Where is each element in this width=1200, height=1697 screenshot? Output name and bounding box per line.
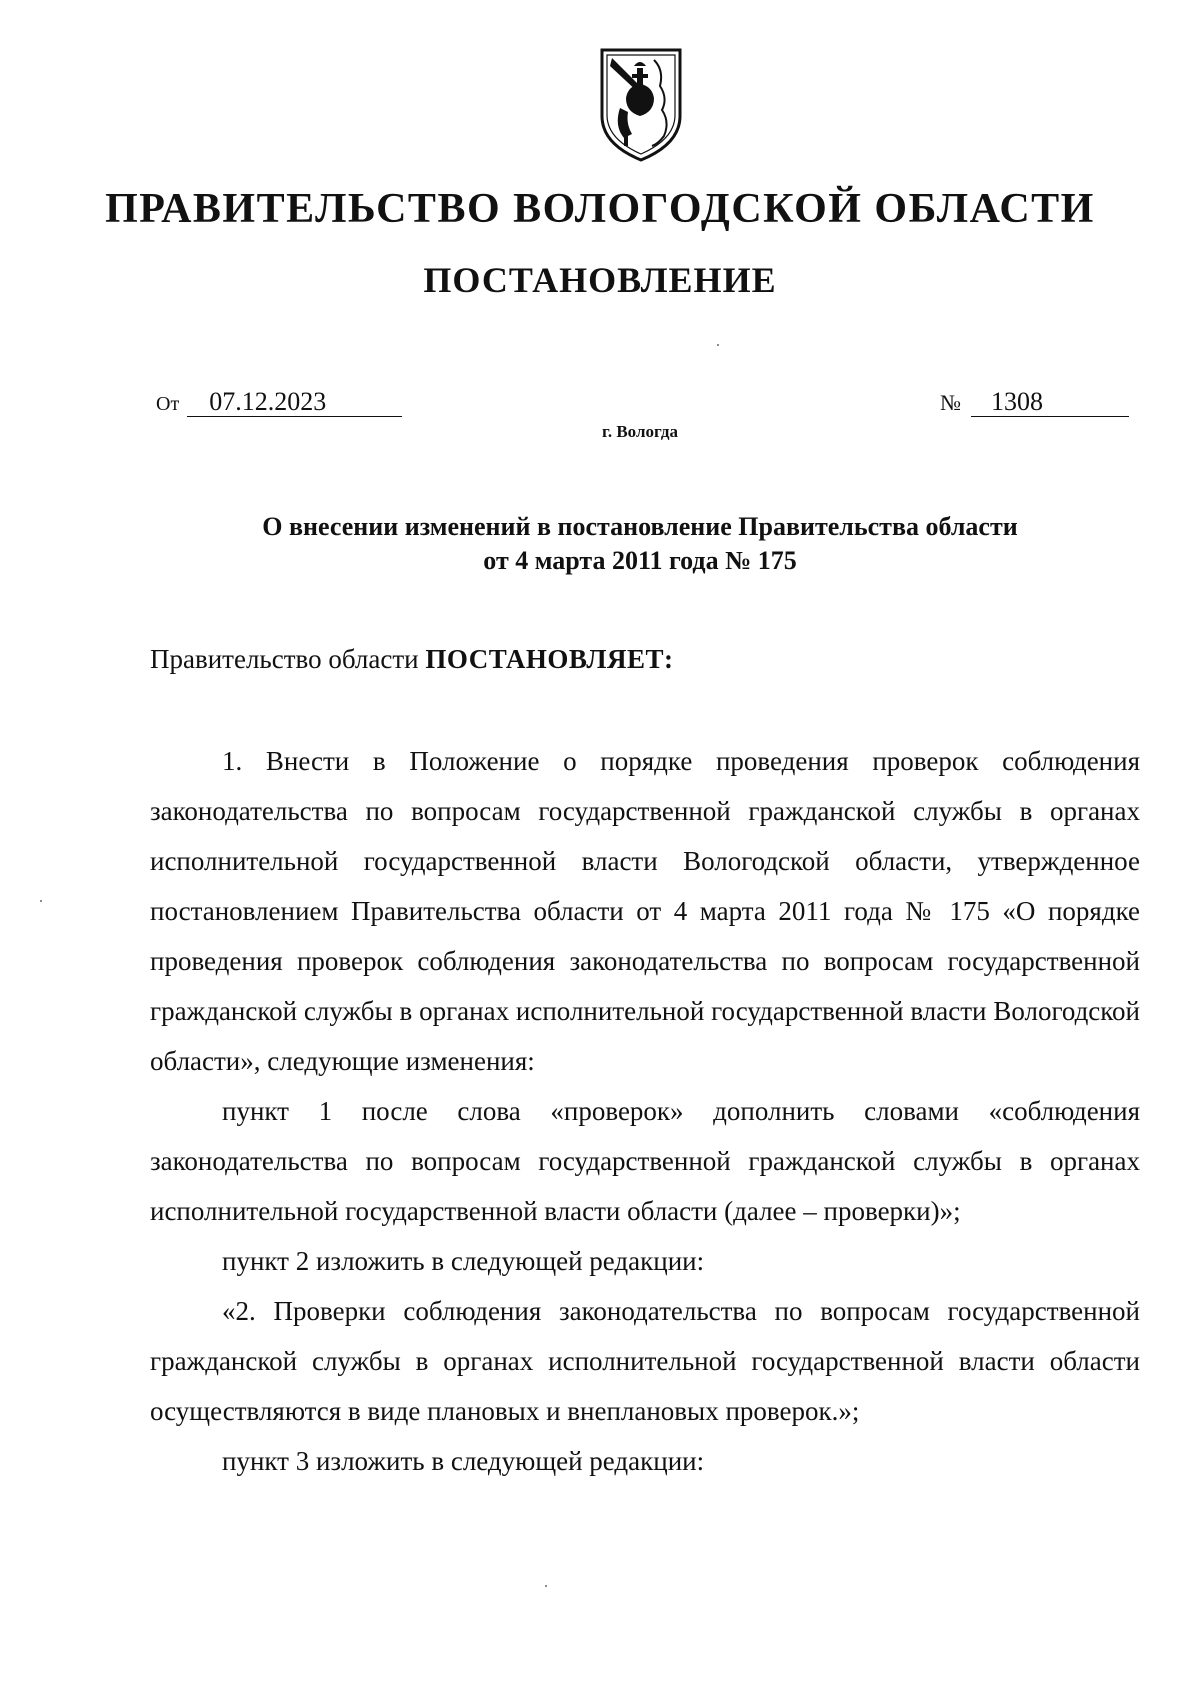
paragraph-3: пункт 2 изложить в следующей редакции: xyxy=(222,1246,705,1276)
document-subject xyxy=(0,510,1200,578)
resolution-lead xyxy=(150,642,673,676)
date-field xyxy=(156,388,402,418)
paragraph-5: пункт 3 изложить в следующей редакции: xyxy=(222,1446,705,1476)
scan-speck xyxy=(40,900,42,902)
subject-line-2: от 4 марта 2011 года № 175 xyxy=(483,546,797,575)
document-body xyxy=(150,736,1140,1486)
paragraph-1: 1. Внести в Положение о порядке проведения проверок соблюдения законодательства по вопросам государственной гражданской службы в органах исполнительной государственной власти Вологодской области, утвержденное постановлением Правительства области от 4 марта 2011 года № 175 «О порядке проведения проверок соблюдения законодательства по вопросам государственной гражданской службы в органах исполнительной государственной власти Вологодской области», следующие изменения: xyxy=(150,746,1140,1076)
document-type: ПОСТАНОВЛЕНИЕ xyxy=(423,260,777,300)
government-title: ПРАВИТЕЛЬСТВО ВОЛОГОДСКОЙ ОБЛАСТИ xyxy=(105,186,1095,232)
document-date: 07.12.2023 xyxy=(187,388,402,417)
scan-speck xyxy=(545,1585,547,1587)
number-prefix: № xyxy=(940,390,961,415)
subject-line-1: О внесении изменений в постановление Правительства области xyxy=(262,512,1018,541)
paragraph-4: «2. Проверки соблюдения законодательства по вопросам государственной гражданской службы в органах исполнительной государственной власти области осуществляются в виде плановых и внеплановых проверок.»; xyxy=(150,1296,1140,1426)
scan-speck xyxy=(717,344,719,346)
paragraph-2: пункт 1 после слова «проверок» дополнить словами «соблюдения законодательства по вопросам государственной гражданской службы в органах исполнительной государственной власти области (далее – проверки)»; xyxy=(150,1096,1140,1226)
date-prefix: От xyxy=(156,393,180,415)
city-label: г. Вологда xyxy=(602,422,678,441)
document-number: 1308 xyxy=(971,388,1129,417)
lead-text: Правительство области xyxy=(150,644,426,674)
coat-of-arms-icon xyxy=(598,46,684,164)
lead-emphasis: ПОСТАНОВЛЯЕТ: xyxy=(425,644,674,674)
number-field xyxy=(940,388,1129,417)
